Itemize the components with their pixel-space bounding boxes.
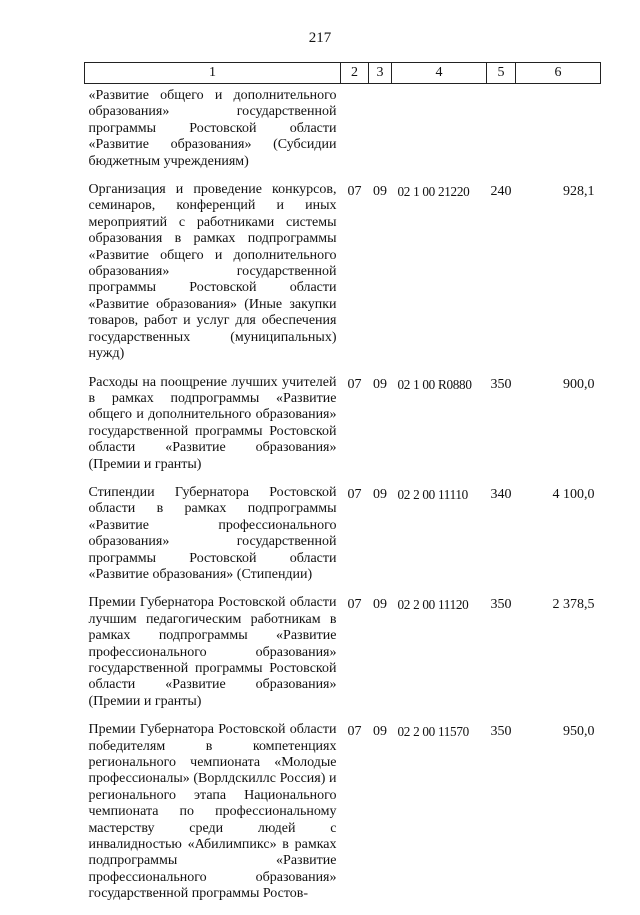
row-target-article: 02 2 00 11110 (397, 486, 468, 502)
row-target-article: 02 1 00 R0880 (397, 376, 472, 392)
row-subsection: 09 (373, 724, 387, 740)
budget-table (84, 62, 601, 915)
row-subsection (369, 84, 392, 183)
header-col-6: 6 (516, 63, 601, 84)
row-subsection: 09 (373, 597, 387, 613)
row-target-article: 02 2 00 11120 (397, 597, 469, 613)
row-section (341, 84, 369, 183)
row-target-article: 02 1 00 21220 (397, 184, 470, 200)
row-description: Организация и проведение конкурсов, семинаров, конференций и иных мероприятий с работниками системы образования в рамках подпрограммы «Развитие общего и дополнительного образования» государственной программы Ростовской области «Развитие образования» (Иные закупки товаров, работ и услуг для обеспечения государственных (муниципальных) нужд) (88, 182, 337, 362)
table-row (85, 375, 601, 485)
table-header-row (85, 63, 601, 84)
table-row (85, 485, 601, 595)
row-amount: 928,1 (563, 184, 595, 200)
header-col-1: 1 (85, 63, 341, 84)
row-expense-type: 340 (490, 486, 512, 502)
row-description: «Развитие общего и дополнительного образования» государственной программы Ростовской области «Развитие образования» (Субсидии бюджетным учреждениям) (88, 88, 337, 169)
header-col-5: 5 (487, 63, 516, 84)
header-col-3: 3 (369, 63, 392, 84)
row-amount: 4 100,0 (552, 486, 595, 502)
row-section: 07 (347, 597, 362, 613)
row-amount: 2 378,5 (552, 597, 595, 613)
row-description: Расходы на поощрение лучших учителей в рамках подпрограммы «Развитие общего и дополнительного образования» государственной программы Ростовской области «Развитие образования» (Премии и гранты) (88, 374, 337, 472)
page-number: 217 (308, 30, 332, 46)
header-col-4: 4 (392, 63, 487, 84)
table-row (85, 722, 601, 914)
row-description: Премии Губернатора Ростовской области лучшим педагогическим работникам в рамках подпрограммы «Развитие профессионального образования» государственной программы Ростовской области «Развитие образования» (Премии и гранты) (88, 595, 337, 709)
row-section: 07 (347, 376, 362, 392)
row-expense-type: 350 (490, 724, 512, 740)
table-row (85, 182, 601, 374)
row-expense-type: 240 (490, 184, 512, 200)
row-expense-type: 350 (490, 597, 512, 613)
row-expense-type (487, 84, 516, 183)
table-row (85, 595, 601, 722)
row-subsection: 09 (373, 376, 387, 392)
table-row (85, 84, 601, 183)
row-amount: 900,0 (563, 376, 595, 392)
row-target-article (392, 84, 487, 183)
row-subsection: 09 (373, 184, 387, 200)
row-section: 07 (347, 724, 362, 740)
header-col-2: 2 (341, 63, 369, 84)
row-section: 07 (347, 184, 362, 200)
row-subsection: 09 (373, 486, 387, 502)
row-target-article: 02 2 00 11570 (397, 724, 469, 740)
row-description: Премии Губернатора Ростовской области победителям в компетенциях регионального чемпионата «Молодые профессионалы» (Ворлдскиллс Россия) и регионального этапа Национального чемпионата по профессиональному мастерству среди людей с инвалидностью «Абилимпикс» в рамках подпрограммы «Развитие профессионального образования» государственной программы Ростов- (88, 722, 337, 902)
row-expense-type: 350 (490, 376, 512, 392)
row-description: Стипендии Губернатора Ростовской области в рамках подпрограммы «Развитие профессионального образования» государственной программы Ростовской области «Развитие образования» (Стипендии) (88, 484, 337, 582)
row-section: 07 (347, 486, 362, 502)
row-amount (516, 84, 601, 183)
row-amount: 950,0 (563, 724, 595, 740)
